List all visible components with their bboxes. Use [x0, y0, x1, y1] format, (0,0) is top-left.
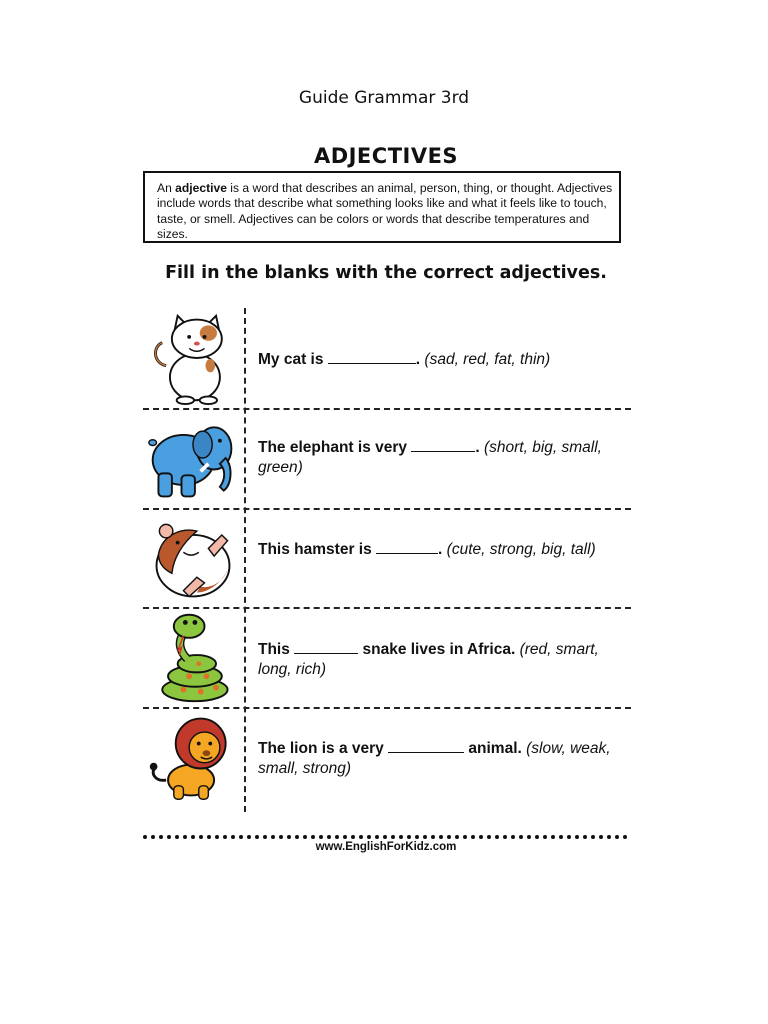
- answer-options: (sad, red, fat, thin): [424, 351, 551, 368]
- worksheet-title: ADJECTIVES: [313, 144, 459, 168]
- exercise-text: [258, 739, 633, 779]
- definition-term: adjective: [175, 181, 227, 195]
- definition-intro: An: [157, 181, 176, 195]
- answer-options: (slow, weak, small, strong): [258, 740, 611, 777]
- answer-options: (cute, strong, big, tall): [446, 541, 596, 558]
- website-footer[interactable]: www.EnglishForKidz.com: [315, 841, 457, 853]
- exercise-row: [143, 408, 631, 508]
- definition-text: is a word that describes an animal, person, thing, or thought. Adjectives include words that describe what something looks like and what it feels like to touch, taste, or smell. Adjectives can be colors or words that describe temperatures and sizes.: [157, 181, 613, 241]
- hamster-icon: [145, 510, 241, 606]
- sentence-start: The lion is a very: [258, 740, 384, 757]
- lion-icon: [145, 709, 241, 805]
- sentence-end: animal.: [468, 740, 522, 757]
- document-title: Guide Grammar 3rd: [298, 88, 470, 108]
- sentence-start: This: [258, 641, 290, 658]
- snake-icon: [145, 609, 241, 705]
- dotted-separator: [143, 834, 631, 840]
- instruction: Fill in the blanks with the correct adjectives.: [165, 263, 607, 283]
- sentence-start: The elephant is very: [258, 439, 408, 456]
- answer-blank[interactable]: [328, 351, 416, 364]
- sentence-end: .: [415, 351, 421, 368]
- exercise-row: [143, 607, 631, 707]
- exercise-text: [258, 540, 633, 560]
- elephant-icon: [145, 410, 241, 506]
- answer-blank[interactable]: [294, 641, 358, 654]
- exercise-row: [143, 508, 631, 608]
- sentence-end: .: [475, 439, 480, 456]
- definition-box: [143, 171, 621, 243]
- answer-options: (short, big, small, green): [258, 439, 602, 476]
- sentence-start: This hamster is: [258, 541, 372, 558]
- exercise-text: [258, 350, 633, 370]
- exercise-text: [258, 438, 633, 478]
- answer-options: (red, smart, long, rich): [258, 641, 599, 678]
- exercise-row: [143, 308, 631, 408]
- exercise-row: [143, 707, 631, 807]
- answer-blank[interactable]: [376, 541, 438, 554]
- sentence-start: My cat is: [258, 351, 324, 368]
- sentence-end: .: [438, 541, 443, 558]
- exercise-text: [258, 640, 633, 680]
- answer-blank[interactable]: [411, 439, 475, 452]
- sentence-end: snake lives in Africa.: [362, 641, 516, 658]
- cat-icon: [145, 310, 241, 406]
- answer-blank[interactable]: [388, 740, 464, 753]
